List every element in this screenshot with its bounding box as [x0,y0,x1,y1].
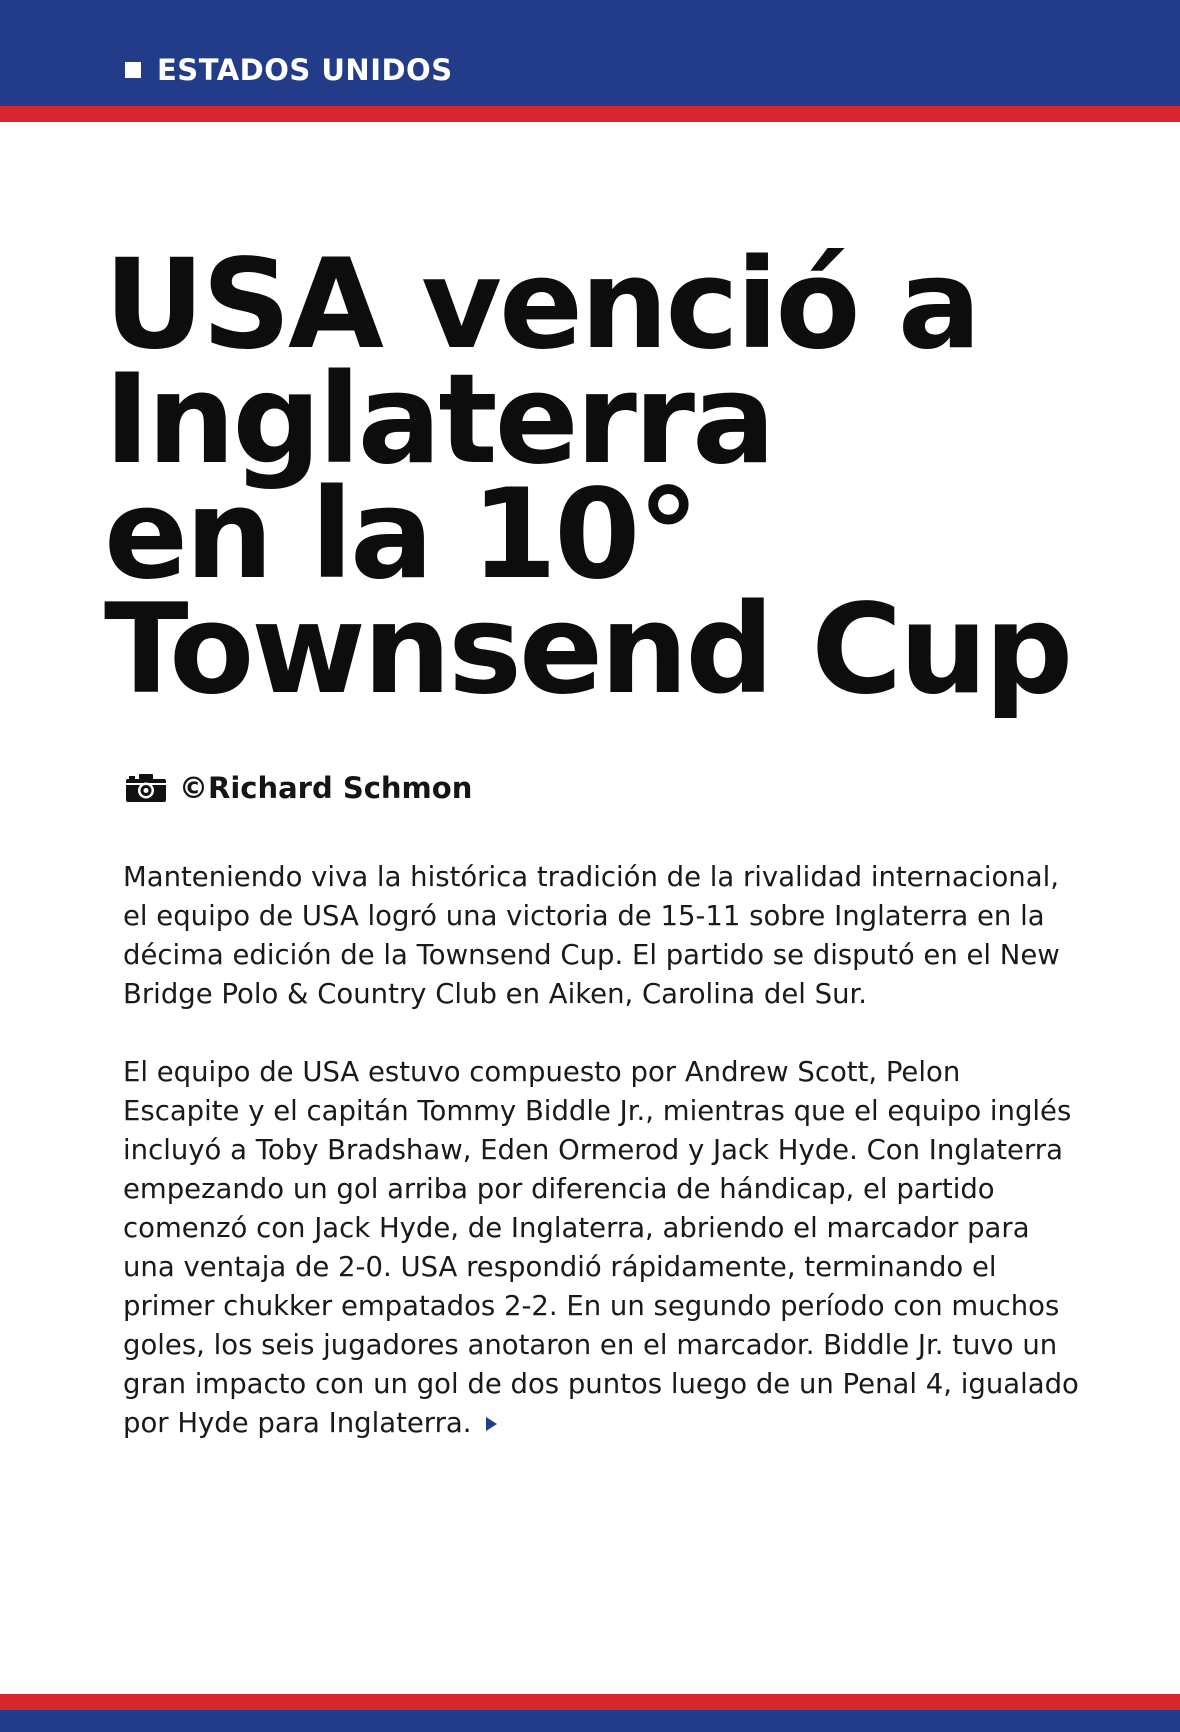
article-body [123,858,1083,1482]
footer-stripe [0,1694,1180,1710]
headline-line-4: Townsend Cup [104,578,1071,722]
photo-credit-text: ©Richard Schmon [179,771,473,805]
article-paragraph-2 [123,1053,1083,1443]
headline [104,233,1104,722]
headline-line-3: en la 10° [104,463,697,607]
camera-icon [125,773,167,803]
article-paragraph-1 [123,858,1083,1014]
section-label-text: ESTADOS UNIDOS [157,53,453,87]
square-bullet-icon [125,62,141,78]
headline-line-2: Inglaterra [104,348,773,492]
paragraph-1-text: Manteniendo viva la histórica tradición de la rivalidad internacional, el equipo de USA logró una victoria de 15-11 sobre Inglaterra en la décima edición de la Townsend Cup. El partido se disputó en el New Bridge Polo & Country Club en Aiken, Carolina del Sur. [123,861,1060,1010]
headline-line-1: USA venció a [104,233,979,377]
continue-arrow-icon [486,1417,497,1431]
footer-band [0,1710,1180,1732]
section-label [125,50,453,90]
header-stripe [0,106,1180,122]
photo-credit [125,768,472,808]
paragraph-2-text: El equipo de USA estuvo compuesto por Andrew Scott, Pelon Escapite y el capitán Tommy Biddle Jr., mientras que el equipo inglés incluyó a Toby Bradshaw, Eden Ormerod y Jack Hyde. Con Inglaterra empezando un gol arriba por diferencia de hándicap, el partido comenzó con Jack Hyde, de Inglaterra, abriendo el marcador para una ventaja de 2-0. USA respondió rápidamente, terminando el primer chukker empatados 2-2. En un segundo período con muchos goles, los seis jugadores anotaron en el marcador. Biddle Jr. tuvo un gran impacto con un gol de dos puntos luego de un Penal 4, igualado por Hyde para Inglaterra. [123,1056,1079,1439]
